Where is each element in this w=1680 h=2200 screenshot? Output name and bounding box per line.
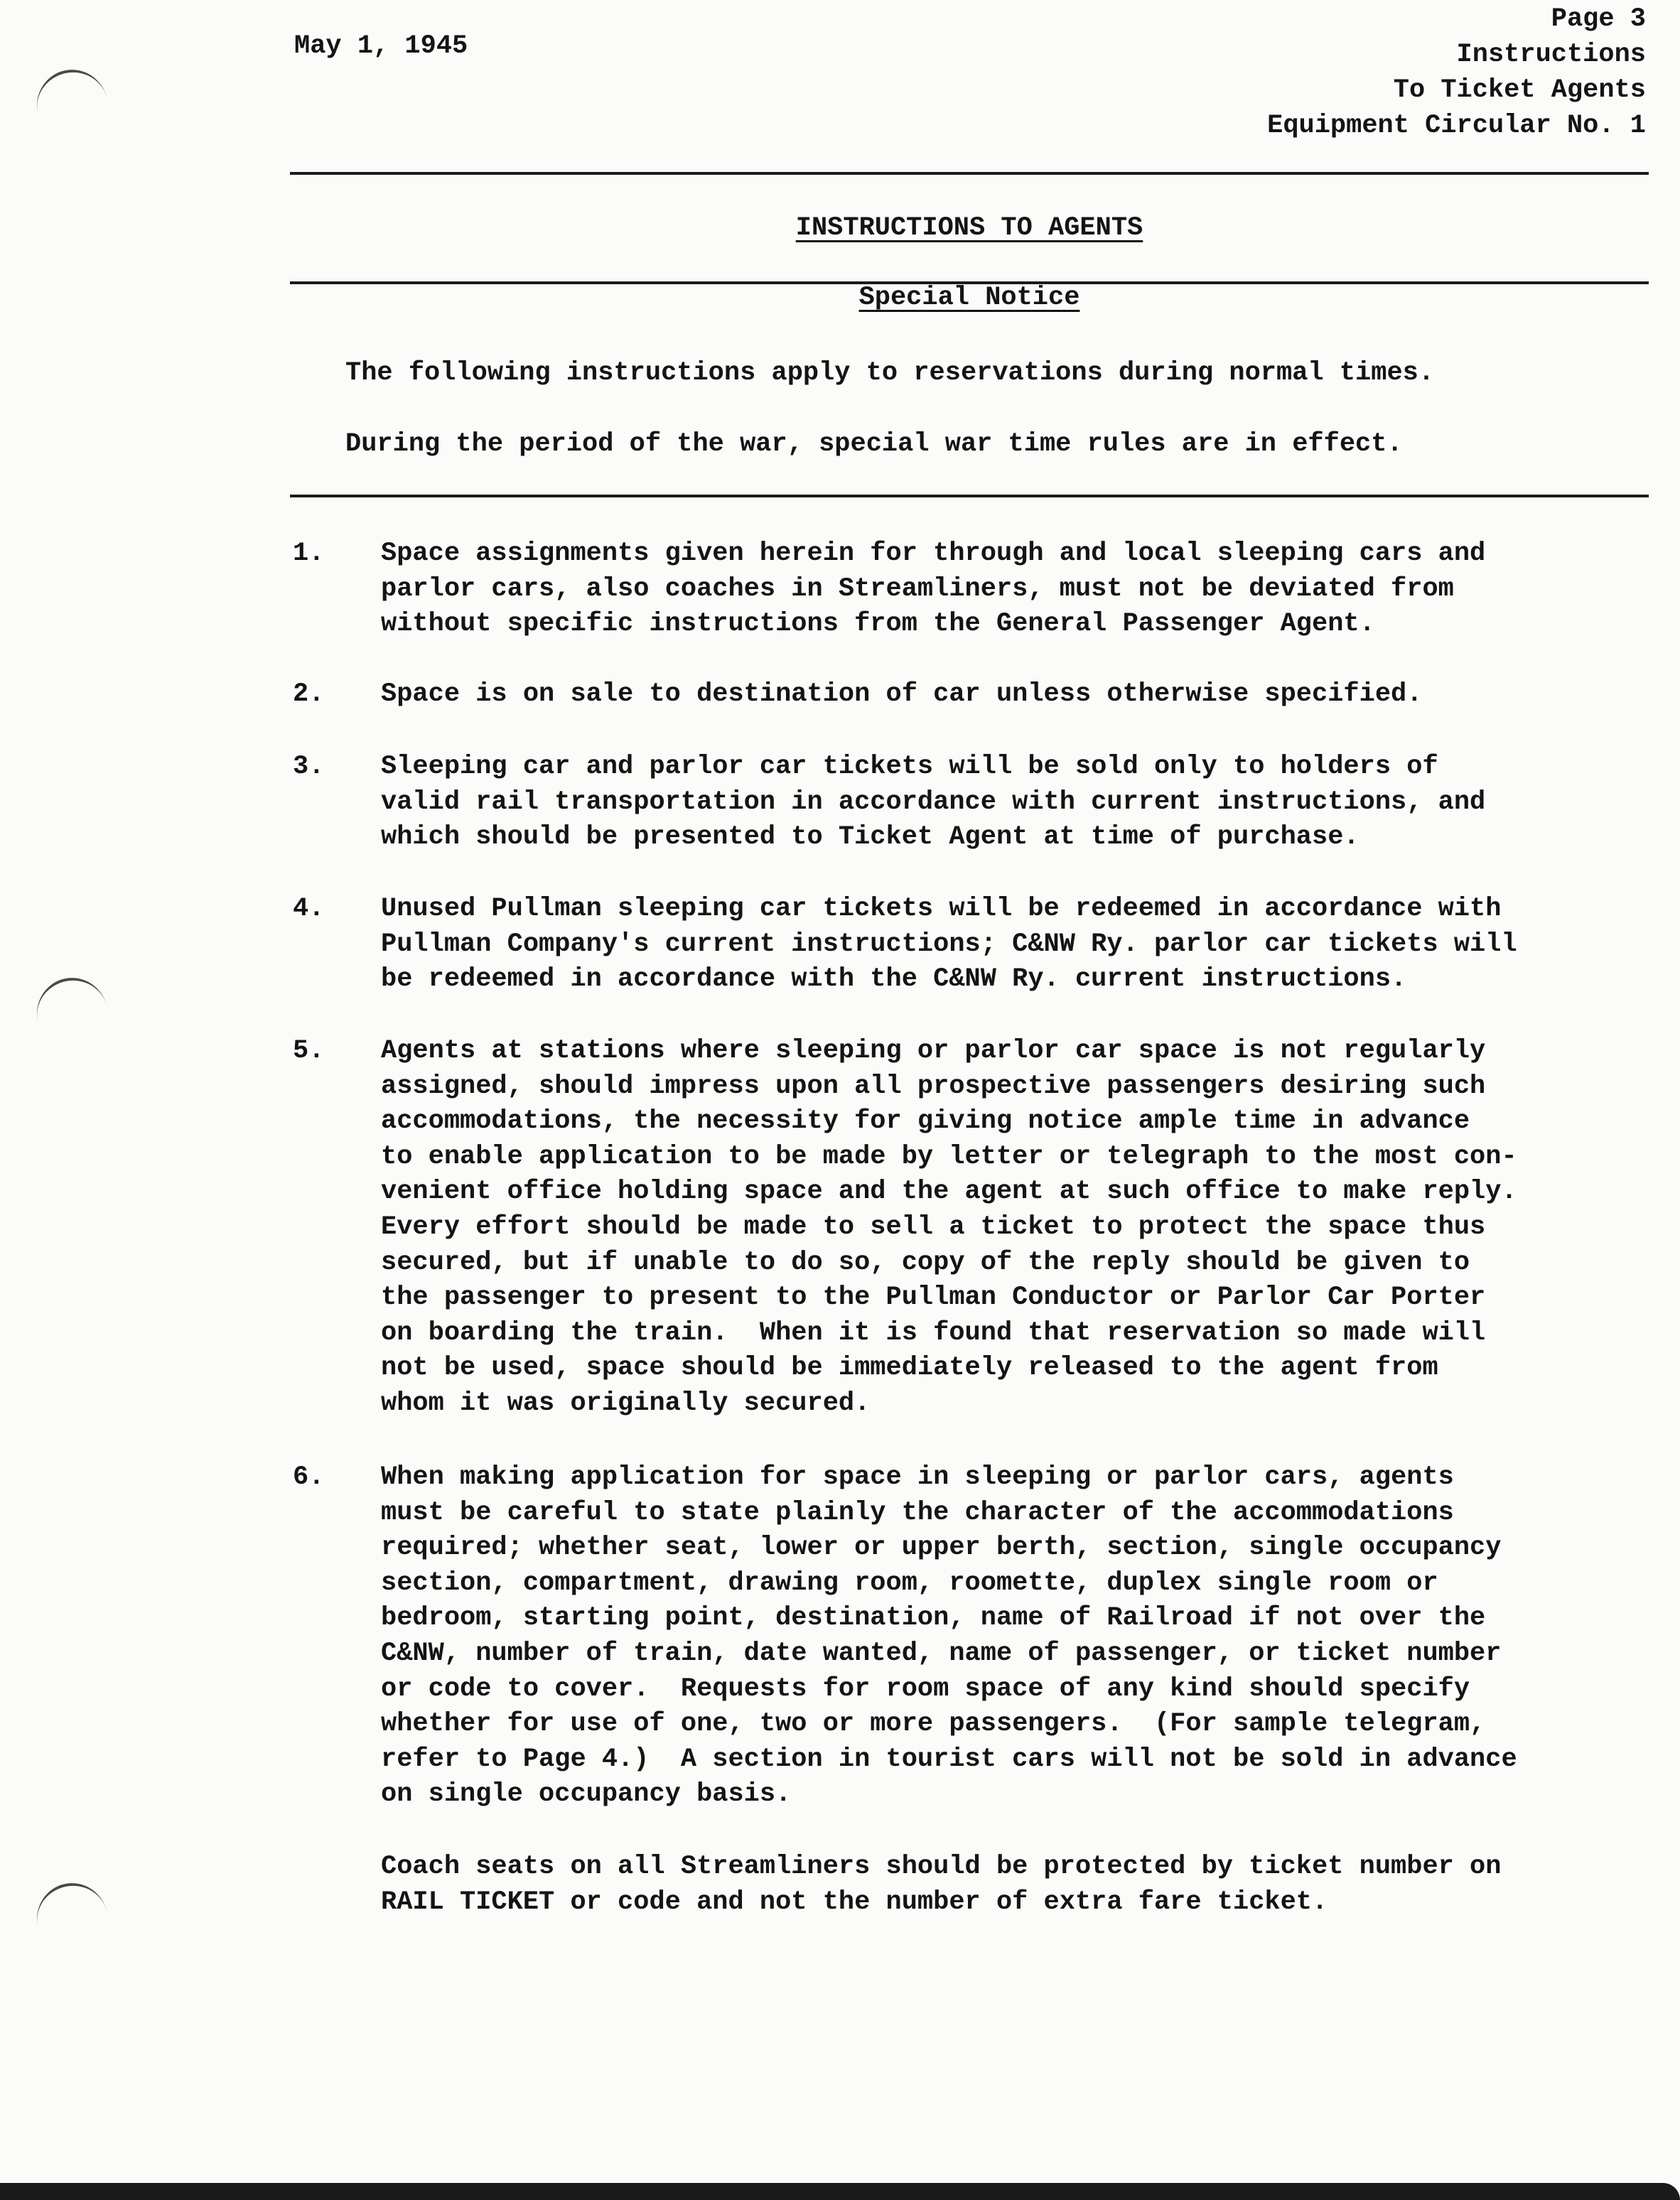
item-text: When making application for space in sleeping or parlor cars, agents must be careful to state plainly the character of the accommodations required; whether seat, lower or upper berth, section, single occupancy section, compartment, drawing room, roomette, duplex single room or bedroom, starting point, destination, name of Railroad if not over the C&NW, number of train, date wanted, name of passenger, or ticket number or code to cover. Requests for room space of any kind should specify whether for use of one, two or more passengers. (For sample telegram, refer to Page 4.) A section in tourist cars will not be sold in advance on single occupancy basis. [381,1462,1517,1810]
item-text: Unused Pullman sleeping car tickets will be redeemed in accordance with Pullman Company's current instructions; C&NW Ry. parlor car tickets will be redeemed in accordance with the C&NW Ry. current instructions. [381,894,1517,995]
item-number: 3. [293,752,325,782]
page-header [1267,1,1646,144]
header-line-3: Equipment Circular No. 1 [1267,111,1646,141]
item-text: Sleeping car and parlor car tickets will be sold only to holders of valid rail transportation in accordance with current instructions, and which should be presented to Ticket Agent at time of purchase. [381,752,1486,853]
notice-heading: Special Notice [858,283,1080,313]
item-number: 2. [293,679,325,709]
binder-hole-mark [30,63,114,151]
item-text: Space is on sale to destination of car unless otherwise specified. [381,679,1423,709]
page-number: Page 3 [1551,4,1646,34]
closing-paragraph: Coach seats on all Streamliners should be protected by ticket number on RAIL TICKET or code and not the number of extra fare ticket. [381,1852,1502,1917]
item-text: Agents at stations where sleeping or parlor car space is not regularly assigned, should impress upon all prospective passengers desiring such accommodations, the necessity for giving notice ample time in advance to enable application to be made by letter or telegraph to the most con- venient office holding space and the agent at such office to make reply. Every effort should be made to sell a ticket to protect the space thus secured, but if unable to do so, copy of the reply should be given to the passenger to present to the Pullman Conductor or Parlor Car Porter on boarding the train. When it is found that reservation so made will not be used, space should be immediately released to the agent from whom it was originally secured. [381,1036,1517,1418]
header-line-1: Instructions [1456,40,1646,70]
divider-rule [290,172,1649,175]
item-number: 5. [293,1036,325,1066]
binder-hole-mark [30,971,114,1059]
item-number: 6. [293,1462,325,1492]
item-number: 1. [293,539,325,568]
binder-hole-mark [30,1877,114,1964]
scan-edge [0,2183,1680,2200]
header-line-2: To Ticket Agents [1393,75,1646,105]
notice-line-1: The following instructions apply to reservations during normal times. [345,358,1435,388]
divider-rule [290,495,1649,497]
item-text: Space assignments given herein for through and local sleeping cars and parlor cars, also coaches in Streamliners, must not be deviated from without specific instructions from the General Passenger Agent. [381,539,1486,640]
item-number: 4. [293,894,325,924]
notice-line-2: During the period of the war, special war time rules are in effect. [345,429,1403,459]
document-date: May 1, 1945 [294,31,468,61]
section-title: INSTRUCTIONS TO AGENTS [795,213,1143,243]
